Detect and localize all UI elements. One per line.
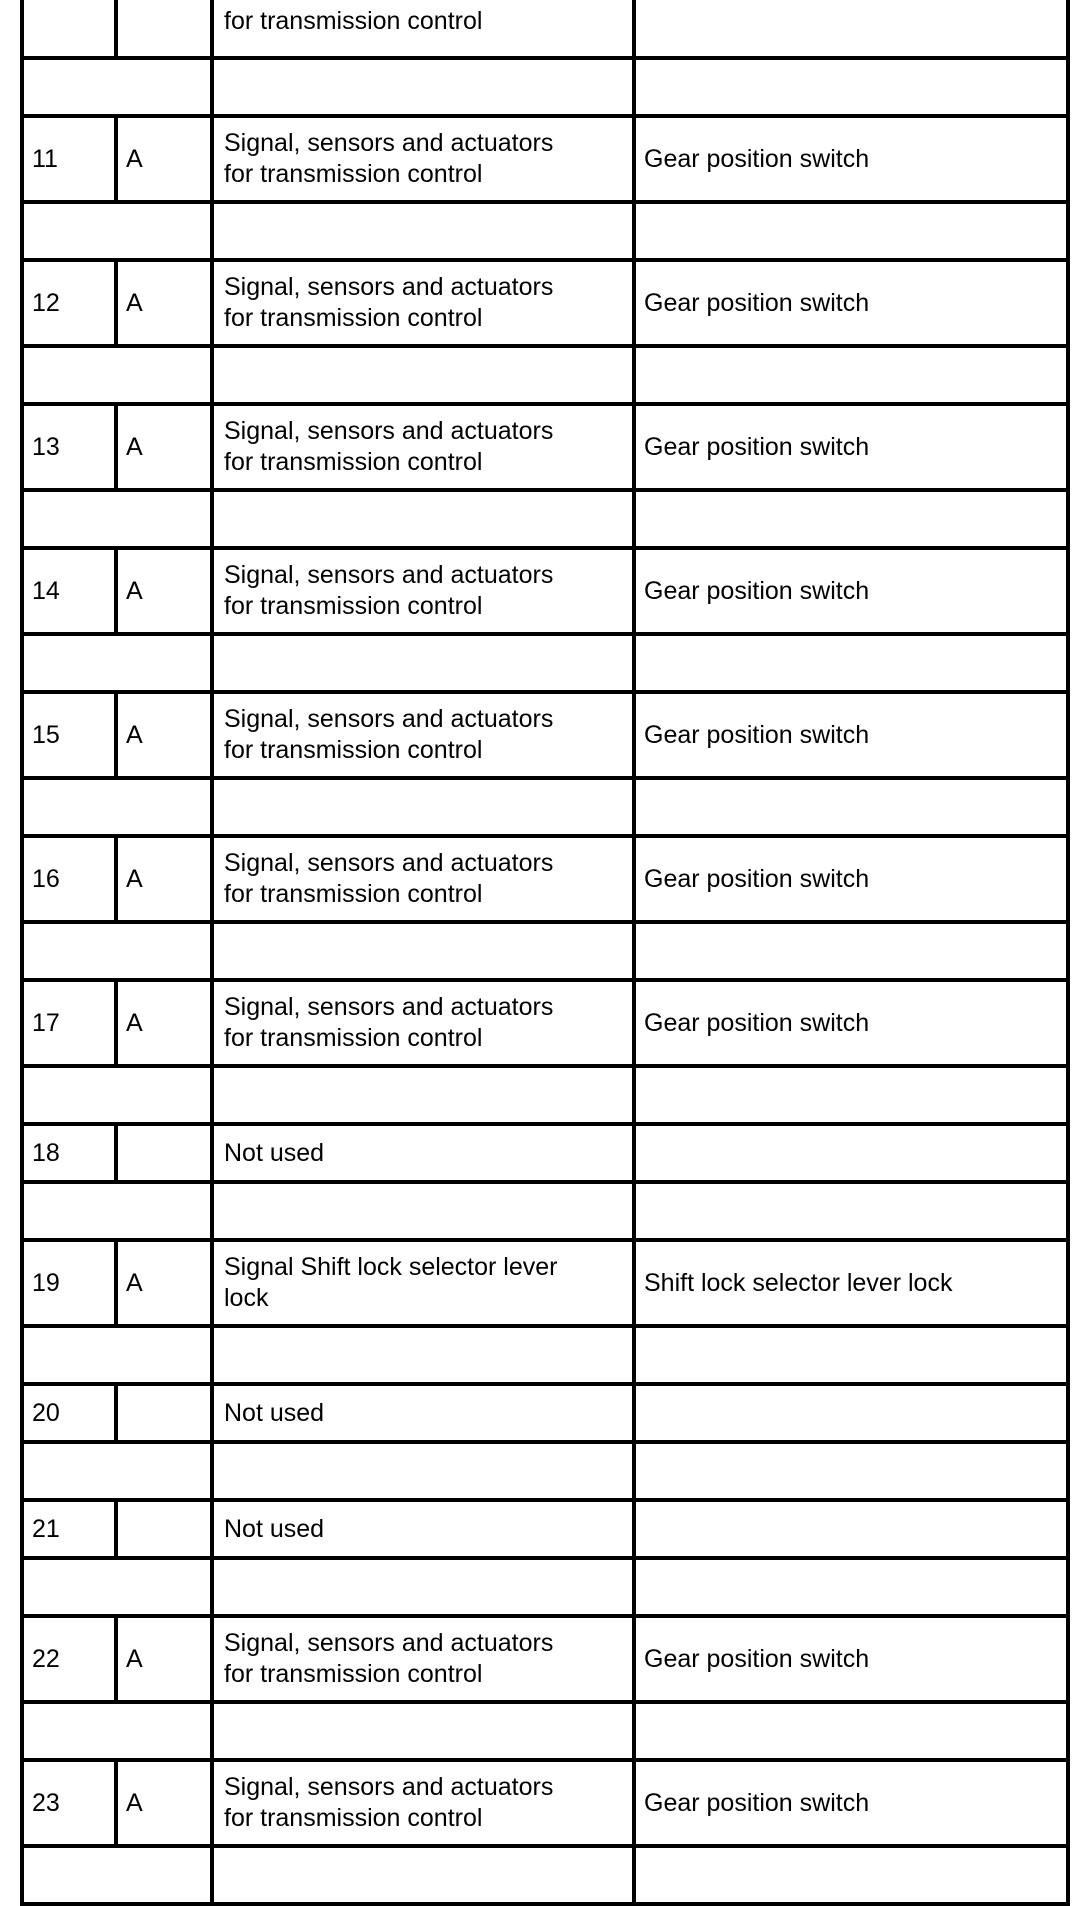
type-cell: A — [126, 1644, 143, 1673]
table-row — [20, 1384, 1070, 1442]
type-cell: A — [126, 1008, 143, 1037]
pin-cell: 16 — [32, 864, 60, 893]
pin-cell: 19 — [32, 1268, 60, 1297]
spacer-row — [20, 346, 1070, 404]
table-row — [20, 836, 1070, 922]
type-cell: A — [126, 720, 143, 749]
row-divider — [20, 1902, 1070, 1906]
description-cell: Signal, sensors and actuators for transmission control — [224, 1629, 554, 1688]
pin-cell: 15 — [32, 720, 60, 749]
spacer-row — [20, 1442, 1070, 1500]
type-cell — [126, 1500, 206, 1558]
component-cell: Gear position switch — [644, 864, 870, 893]
table-row — [20, 548, 1070, 634]
description-cell: Signal, sensors and actuators for transmission control — [224, 705, 554, 764]
component-cell: Gear position switch — [644, 1788, 870, 1817]
pin-cell: 17 — [32, 1008, 60, 1037]
component-cell: Gear position switch — [644, 288, 870, 317]
table-row — [20, 980, 1070, 1066]
spacer-row — [20, 58, 1070, 116]
description-cell: Not used — [224, 1514, 325, 1543]
description-cell: Signal Shift lock selector lever lock — [224, 1253, 558, 1312]
table-row — [20, 116, 1070, 202]
type-cell: A — [126, 1268, 143, 1297]
type-cell: A — [126, 576, 143, 605]
pin-cell: 18 — [32, 1138, 60, 1167]
component-cell — [644, 1384, 1064, 1442]
pin-table — [20, 0, 1070, 1904]
table-row — [20, 692, 1070, 778]
spacer-row — [20, 1846, 1070, 1904]
type-cell: A — [126, 864, 143, 893]
spacer-row — [20, 1326, 1070, 1384]
description-cell: for transmission control — [224, 7, 483, 35]
table-row-partial — [20, 0, 1070, 58]
table-row — [20, 1760, 1070, 1846]
spacer-row — [20, 922, 1070, 980]
table-row — [20, 1500, 1070, 1558]
spacer-row — [20, 490, 1070, 548]
description-cell: Signal, sensors and actuators for transmission control — [224, 849, 554, 908]
description-cell: Signal, sensors and actuators for transmission control — [224, 1773, 554, 1832]
type-cell: A — [126, 288, 143, 317]
pin-cell: 23 — [32, 1788, 60, 1817]
spacer-row — [20, 634, 1070, 692]
component-cell — [644, 1124, 1064, 1182]
pin-cell: 21 — [32, 1514, 60, 1543]
component-cell — [644, 1500, 1064, 1558]
type-cell — [126, 1124, 206, 1182]
description-cell: Signal, sensors and actuators for transmission control — [224, 993, 554, 1052]
pin-cell: 20 — [32, 1398, 60, 1427]
pin-cell: 11 — [32, 144, 58, 173]
pin-cell: 22 — [32, 1644, 60, 1673]
pin-cell: 13 — [32, 432, 60, 461]
table-row — [20, 404, 1070, 490]
spacer-row — [20, 202, 1070, 260]
pin-cell: 14 — [32, 576, 60, 605]
spacer-row — [20, 1066, 1070, 1124]
component-cell: Gear position switch — [644, 144, 870, 173]
description-cell: Not used — [224, 1138, 325, 1167]
component-cell: Gear position switch — [644, 432, 870, 461]
spacer-row — [20, 1702, 1070, 1760]
table-row — [20, 1240, 1070, 1326]
description-cell: Not used — [224, 1398, 325, 1427]
type-cell: A — [126, 432, 143, 461]
component-cell: Shift lock selector lever lock — [644, 1268, 953, 1297]
spacer-row — [20, 1182, 1070, 1240]
pin-cell: 12 — [32, 288, 60, 317]
description-cell: Signal, sensors and actuators for transmission control — [224, 561, 554, 620]
description-cell: Signal, sensors and actuators for transmission control — [224, 417, 554, 476]
spacer-row — [20, 1558, 1070, 1616]
table-row — [20, 260, 1070, 346]
component-cell: Gear position switch — [644, 1644, 870, 1673]
table-row — [20, 1616, 1070, 1702]
type-cell: A — [126, 1788, 143, 1817]
table-row — [20, 1124, 1070, 1182]
description-cell: Signal, sensors and actuators for transmission control — [224, 273, 554, 332]
component-cell: Gear position switch — [644, 576, 870, 605]
component-cell: Gear position switch — [644, 720, 870, 749]
spacer-row — [20, 778, 1070, 836]
type-cell: A — [126, 144, 143, 173]
type-cell — [126, 1384, 206, 1442]
component-cell: Gear position switch — [644, 1008, 870, 1037]
description-cell: Signal, sensors and actuators for transmission control — [224, 129, 554, 188]
